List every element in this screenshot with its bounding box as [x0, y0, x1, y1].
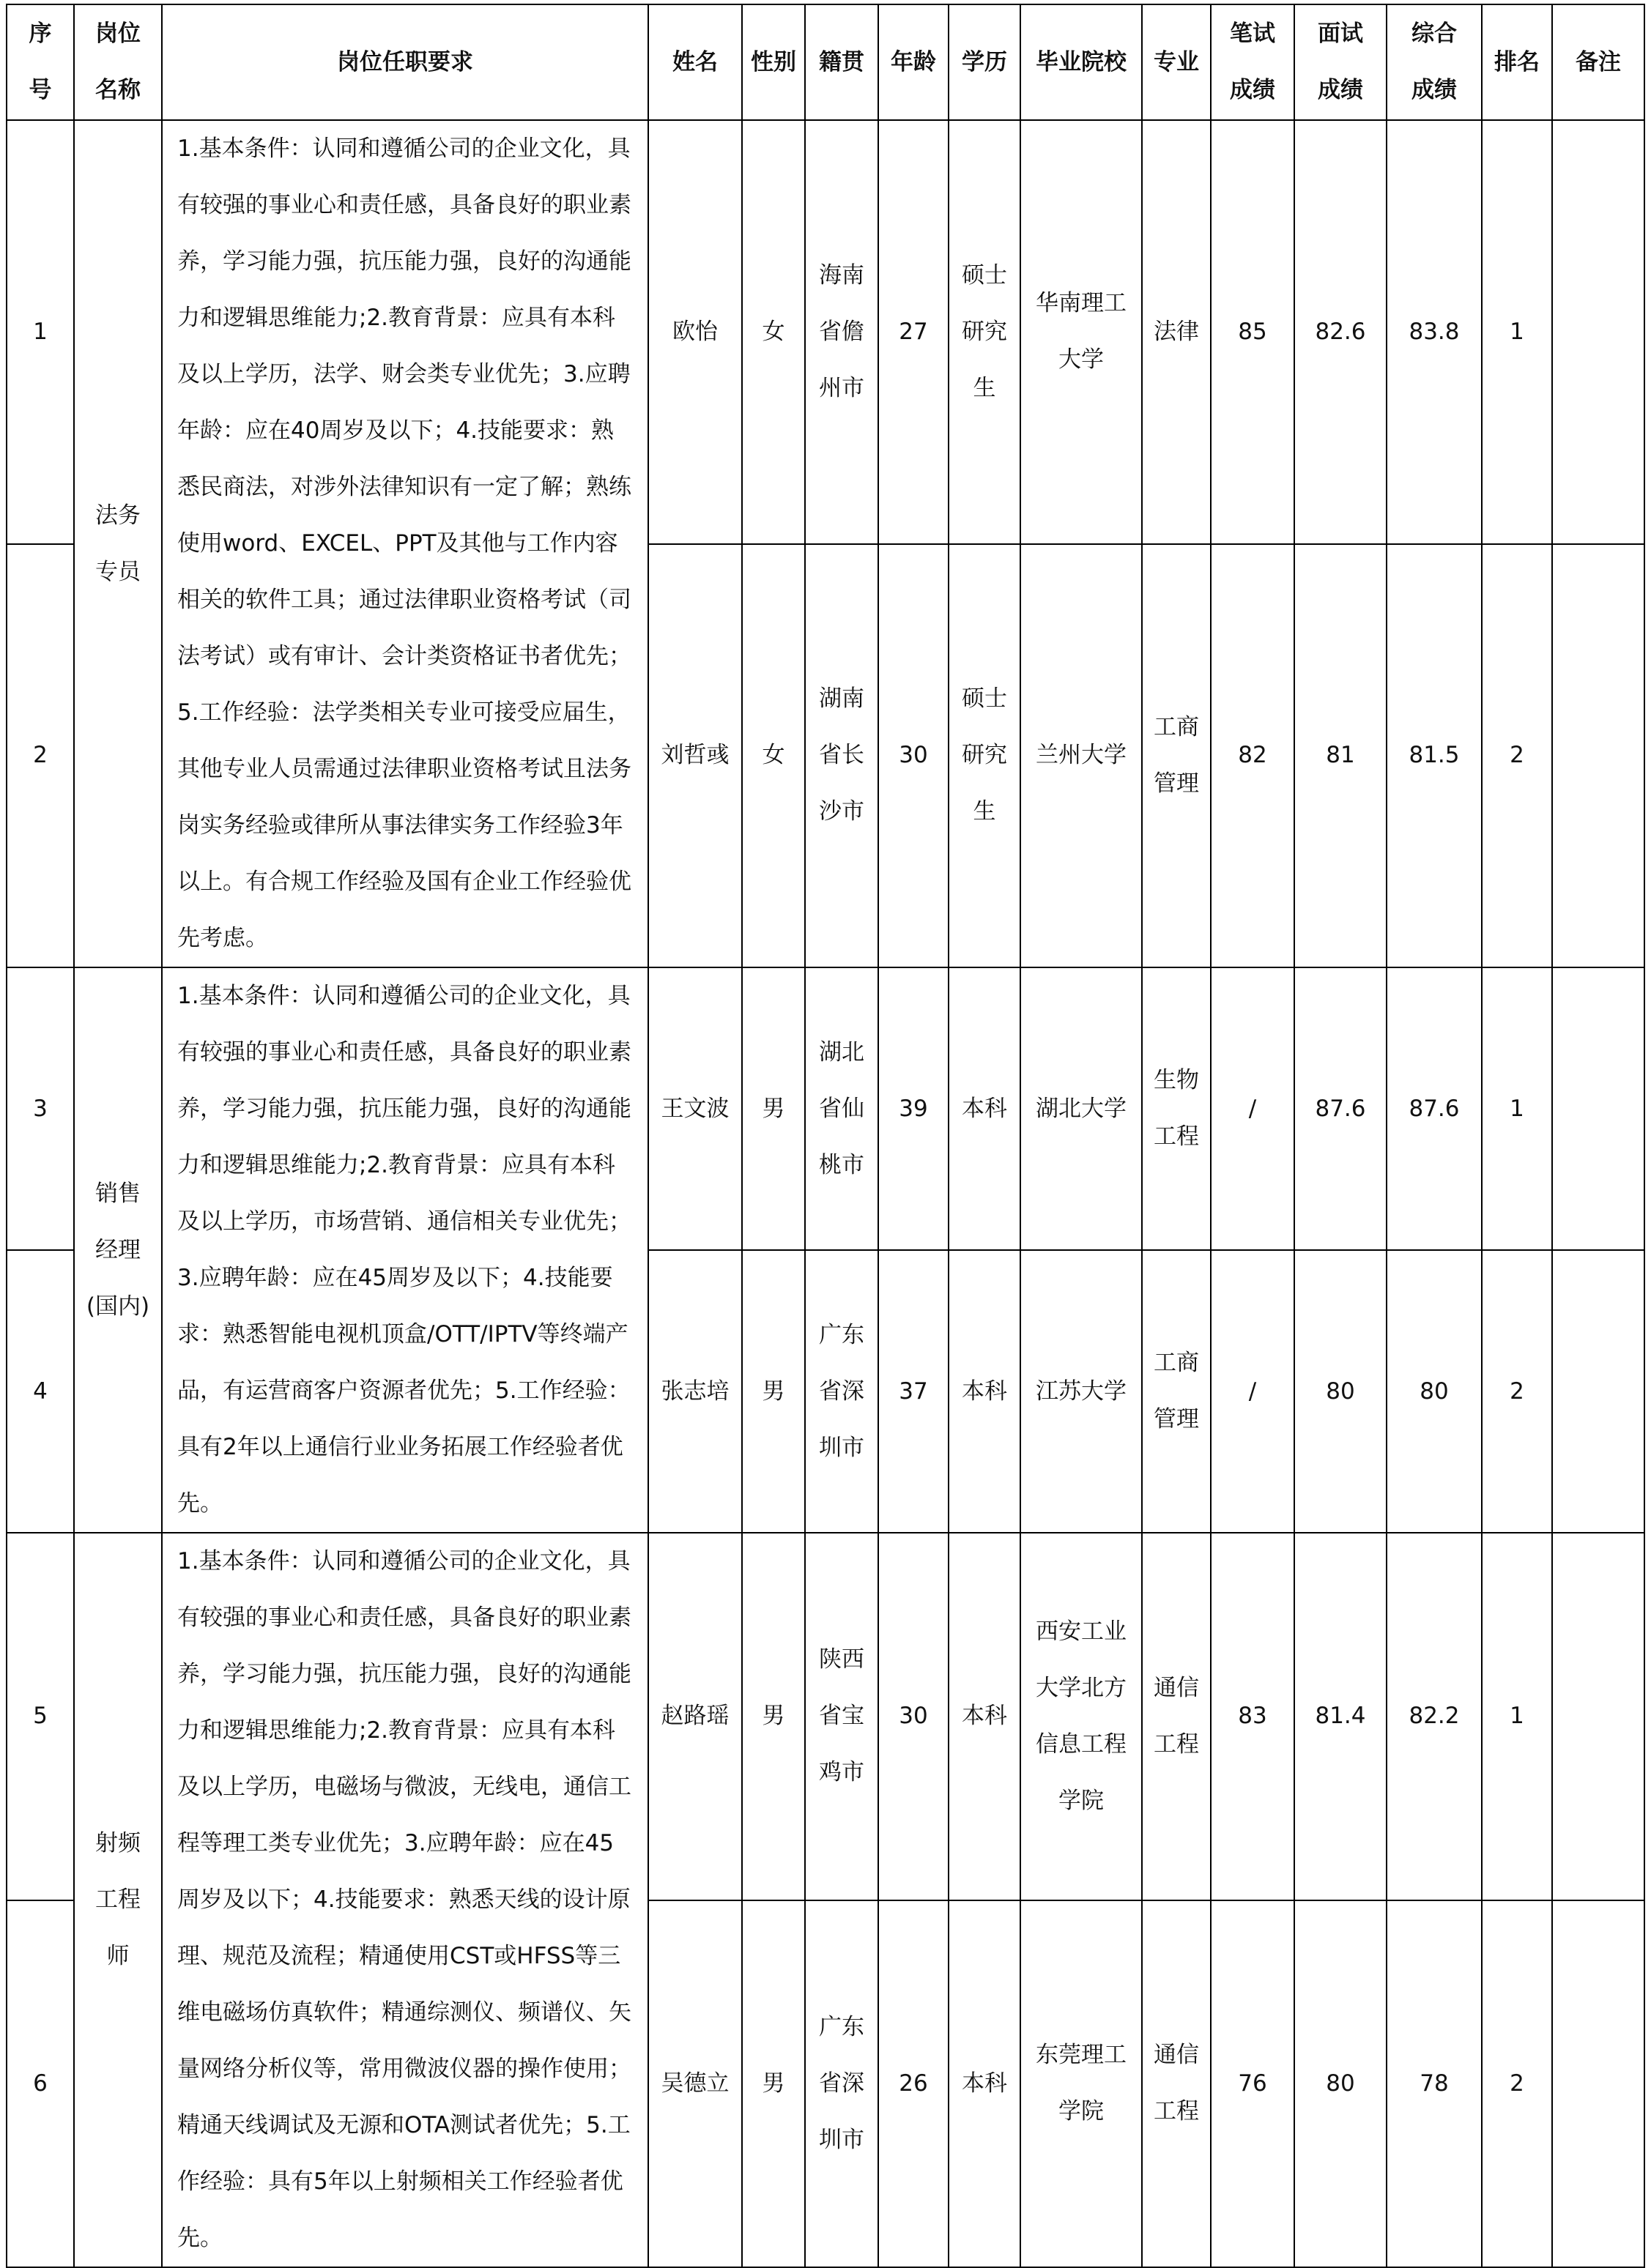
cell-school: 江苏大学	[1020, 1250, 1142, 1533]
cell-origin: 广东 省深 圳市	[805, 1250, 878, 1533]
cell-rank: 1	[1482, 120, 1552, 544]
header-overall-score: 综合 成绩	[1387, 4, 1482, 120]
cell-age: 26	[878, 1900, 949, 2268]
header-written-score: 笔试 成绩	[1211, 4, 1294, 120]
cell-interview-score: 80	[1294, 1250, 1387, 1533]
cell-rank: 1	[1482, 1533, 1552, 1900]
cell-seq: 1	[7, 120, 74, 544]
cell-gender: 男	[742, 1533, 805, 1900]
cell-gender: 女	[742, 544, 805, 968]
cell-interview-score: 81	[1294, 544, 1387, 968]
results-table	[6, 4, 1645, 2268]
cell-written-score: 82	[1211, 544, 1294, 968]
cell-seq: 3	[7, 967, 74, 1250]
cell-overall-score: 82.2	[1387, 1533, 1482, 1900]
cell-interview-score: 81.4	[1294, 1533, 1387, 1900]
cell-written-score: 83	[1211, 1533, 1294, 1900]
cell-overall-score: 80	[1387, 1250, 1482, 1533]
header-school: 毕业院校	[1020, 4, 1142, 120]
header-position: 岗位 名称	[74, 4, 162, 120]
cell-origin: 陕西 省宝 鸡市	[805, 1533, 878, 1900]
cell-interview-score: 80	[1294, 1900, 1387, 2268]
cell-note	[1552, 1533, 1644, 1900]
cell-age: 30	[878, 1533, 949, 1900]
cell-seq: 5	[7, 1533, 74, 1900]
cell-name: 赵路瑶	[648, 1533, 742, 1900]
cell-written-score: 76	[1211, 1900, 1294, 2268]
cell-origin: 湖北 省仙 桃市	[805, 967, 878, 1250]
cell-major: 生物 工程	[1142, 967, 1211, 1250]
cell-origin: 广东 省深 圳市	[805, 1900, 878, 2268]
cell-written-score: /	[1211, 967, 1294, 1250]
cell-note	[1552, 967, 1644, 1250]
cell-rank: 1	[1482, 967, 1552, 1250]
cell-major: 通信 工程	[1142, 1900, 1211, 2268]
header-requirements: 岗位任职要求	[162, 4, 648, 120]
cell-name: 张志培	[648, 1250, 742, 1533]
cell-note	[1552, 120, 1644, 544]
cell-name: 刘哲彧	[648, 544, 742, 968]
cell-major: 通信 工程	[1142, 1533, 1211, 1900]
cell-rank: 2	[1482, 544, 1552, 968]
cell-degree: 本科	[949, 1533, 1020, 1900]
cell-interview-score: 87.6	[1294, 967, 1387, 1250]
cell-rank: 2	[1482, 1250, 1552, 1533]
cell-name: 欧怡	[648, 120, 742, 544]
cell-seq: 6	[7, 1900, 74, 2268]
cell-degree: 本科	[949, 1250, 1020, 1533]
cell-name: 吴德立	[648, 1900, 742, 2268]
header-degree: 学历	[949, 4, 1020, 120]
cell-age: 27	[878, 120, 949, 544]
cell-overall-score: 81.5	[1387, 544, 1482, 968]
cell-age: 37	[878, 1250, 949, 1533]
cell-name: 王文波	[648, 967, 742, 1250]
header-age: 年龄	[878, 4, 949, 120]
cell-degree: 硕士 研究 生	[949, 120, 1020, 544]
cell-requirements: 1.基本条件：认同和遵循公司的企业文化，具有较强的事业心和责任感，具备良好的职业素养，学习能力强，抗压能力强，良好的沟通能力和逻辑思维能力;2.教育背景：应具有本科及以上学历，法学、财会类专业优先；3.应聘年龄：应在40周岁及以下；4.技能要求：熟悉民商法，对涉外法律知识有一定了解；熟练使用word、EXCEL、PPT及其他与工作内容相关的软件工具；通过法律职业资格考试（司法考试）或有审计、会计类资格证书者优先；5.工作经验：法学类相关专业可接受应届生，其他专业人员需通过法律职业资格考试且法务岗实务经验或律所从事法律实务工作经验3年以上。有合规工作经验及国有企业工作经验优先考虑。	[162, 120, 648, 967]
cell-degree: 硕士 研究 生	[949, 544, 1020, 968]
cell-school: 华南理工 大学	[1020, 120, 1142, 544]
header-note: 备注	[1552, 4, 1644, 120]
cell-overall-score: 87.6	[1387, 967, 1482, 1250]
cell-note	[1552, 544, 1644, 968]
cell-note	[1552, 1900, 1644, 2268]
header-rank: 排名	[1482, 4, 1552, 120]
header-origin: 籍贯	[805, 4, 878, 120]
cell-written-score: /	[1211, 1250, 1294, 1533]
cell-school: 兰州大学	[1020, 544, 1142, 968]
cell-written-score: 85	[1211, 120, 1294, 544]
cell-degree: 本科	[949, 1900, 1020, 2268]
cell-age: 30	[878, 544, 949, 968]
cell-requirements: 1.基本条件：认同和遵循公司的企业文化，具有较强的事业心和责任感，具备良好的职业素养，学习能力强，抗压能力强，良好的沟通能力和逻辑思维能力;2.教育背景：应具有本科及以上学历，市场营销、通信相关专业优先；3.应聘年龄：应在45周岁及以下；4.技能要求：熟悉智能电视机顶盒/OTT/IPTV等终端产品，有运营商客户资源者优先；5.工作经验：具有2年以上通信行业业务拓展工作经验者优先。	[162, 967, 648, 1533]
header-interview-score: 面试 成绩	[1294, 4, 1387, 120]
cell-note	[1552, 1250, 1644, 1533]
cell-gender: 男	[742, 967, 805, 1250]
cell-origin: 湖南 省长 沙市	[805, 544, 878, 968]
cell-school: 西安工业 大学北方 信息工程 学院	[1020, 1533, 1142, 1900]
cell-origin: 海南 省儋 州市	[805, 120, 878, 544]
cell-rank: 2	[1482, 1900, 1552, 2268]
cell-school: 东莞理工 学院	[1020, 1900, 1142, 2268]
cell-major: 工商 管理	[1142, 544, 1211, 968]
cell-overall-score: 83.8	[1387, 120, 1482, 544]
cell-age: 39	[878, 967, 949, 1250]
cell-position: 法务 专员	[74, 120, 162, 967]
cell-seq: 4	[7, 1250, 74, 1533]
cell-interview-score: 82.6	[1294, 120, 1387, 544]
table-row	[7, 120, 1644, 544]
cell-school: 湖北大学	[1020, 967, 1142, 1250]
cell-major: 工商 管理	[1142, 1250, 1211, 1533]
cell-overall-score: 78	[1387, 1900, 1482, 2268]
cell-gender: 男	[742, 1250, 805, 1533]
cell-gender: 女	[742, 120, 805, 544]
table-row	[7, 1533, 1644, 1900]
cell-requirements: 1.基本条件：认同和遵循公司的企业文化，具有较强的事业心和责任感，具备良好的职业素养，学习能力强，抗压能力强，良好的沟通能力和逻辑思维能力;2.教育背景：应具有本科及以上学历，电磁场与微波，无线电，通信工程等理工类专业优先；3.应聘年龄：应在45周岁及以下；4.技能要求：熟悉天线的设计原理、规范及流程；精通使用CST或HFSS等三维电磁场仿真软件；精通综测仪、频谱仪、矢量网络分析仪等，常用微波仪器的操作使用；精通天线调试及无源和OTA测试者优先；5.工作经验：具有5年以上射频相关工作经验者优先。	[162, 1533, 648, 2267]
cell-position: 销售 经理 (国内)	[74, 967, 162, 1533]
cell-gender: 男	[742, 1900, 805, 2268]
header-gender: 性别	[742, 4, 805, 120]
header-seq: 序 号	[7, 4, 74, 120]
header-name: 姓名	[648, 4, 742, 120]
table-row	[7, 967, 1644, 1250]
header-major: 专业	[1142, 4, 1211, 120]
header-row	[7, 4, 1644, 120]
cell-degree: 本科	[949, 967, 1020, 1250]
cell-position: 射频 工程 师	[74, 1533, 162, 2267]
cell-major: 法律	[1142, 120, 1211, 544]
cell-seq: 2	[7, 544, 74, 968]
